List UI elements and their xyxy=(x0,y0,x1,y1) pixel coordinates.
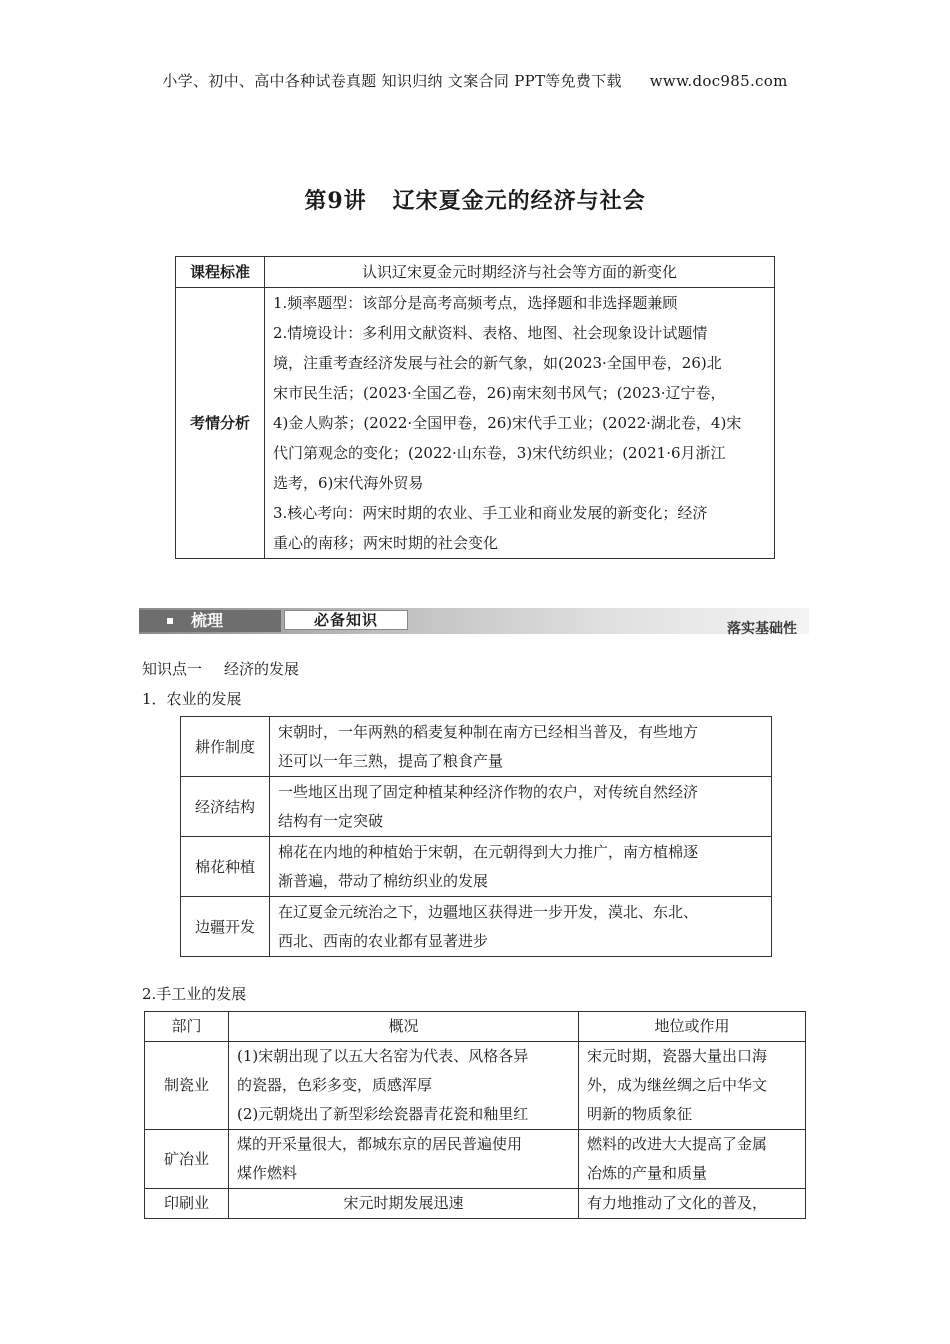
row-line: 结构有一定突破 xyxy=(278,811,384,830)
table-row xyxy=(176,257,775,288)
row-key: 印刷业 xyxy=(145,1189,229,1219)
row-role xyxy=(579,1189,806,1219)
analysis-line: 2.情境设计：多利用文献资料、表格、地图、社会现象设计试题情 xyxy=(273,324,708,342)
banner-label xyxy=(139,610,281,632)
analysis-line: 选考，6)宋代海外贸易 xyxy=(273,474,424,492)
table-row xyxy=(145,1189,806,1219)
row-value xyxy=(270,777,772,837)
row-value xyxy=(270,837,772,897)
row-line: 宋元时期，瓷器大量出口海 xyxy=(587,1047,768,1065)
analysis-line: 重心的南移；两宋时期的社会变化 xyxy=(273,534,499,552)
row-role xyxy=(579,1130,806,1189)
lecture-number: 第9讲 xyxy=(304,188,367,214)
column-header: 地位或作用 xyxy=(579,1012,806,1042)
page-header xyxy=(0,70,950,91)
analysis-value xyxy=(265,288,775,559)
row-line: 外，成为继丝绸之后中华文 xyxy=(587,1076,768,1094)
section-title-handicraft: 2.手工业的发展 xyxy=(142,985,247,1003)
table-row xyxy=(181,837,772,897)
row-line: 宋元时期发展迅速 xyxy=(343,1194,464,1212)
row-role xyxy=(579,1042,806,1130)
row-line: 明新的物质象征 xyxy=(587,1105,693,1123)
page-title xyxy=(0,184,950,215)
row-key: 制瓷业 xyxy=(145,1042,229,1130)
analysis-line: 代门第观念的变化；(2022·山东卷，3)宋代纺织业；(2021·6月浙江 xyxy=(273,444,726,462)
row-line: 棉花在内地的种植始于宋朝，在元朝得到大力推广，南方植棉逐 xyxy=(278,843,699,861)
standard-value: 认识辽宋夏金元时期经济与社会等方面的新变化 xyxy=(265,257,775,288)
row-line: 还可以一年三熟，提高了粮食产量 xyxy=(278,751,504,770)
row-line: 西北、西南的农业都有显著进步 xyxy=(278,931,489,950)
table-row xyxy=(145,1042,806,1130)
row-line: (2)元朝烧出了新型彩绘瓷器青花瓷和釉里红 xyxy=(237,1105,529,1123)
row-line: (1)宋朝出现了以五大名窑为代表、风格各异 xyxy=(237,1047,529,1065)
knowledge-point-title: 经济的发展 xyxy=(224,660,300,678)
section-banner xyxy=(139,608,809,637)
analysis-line: 3.核心考向：两宋时期的农业、手工业和商业发展的新变化；经济 xyxy=(273,504,708,522)
row-key: 经济结构 xyxy=(181,777,270,837)
section-title-agriculture: 1．农业的发展 xyxy=(142,690,242,708)
column-header: 概况 xyxy=(229,1012,579,1042)
row-overview xyxy=(229,1189,579,1219)
row-line: 冶炼的产量和质量 xyxy=(587,1164,708,1182)
banner-sub: 必备知识 xyxy=(284,610,408,630)
row-line: 的瓷器，色彩多变，质感浑厚 xyxy=(237,1076,433,1094)
banner-label-text: 梳理 xyxy=(191,611,224,630)
table-row xyxy=(181,717,772,777)
row-overview xyxy=(229,1042,579,1130)
banner-right: 落实基础性 xyxy=(727,621,797,637)
analysis-line: 境，注重考查经济发展与社会的新气象，如(2023·全国甲卷，26)北 xyxy=(273,354,722,372)
header-text: 小学、初中、高中各种试卷真题 知识归纳 文案合同 PPT等免费下载 xyxy=(162,72,622,90)
curriculum-table xyxy=(175,256,775,559)
row-value xyxy=(270,897,772,957)
row-value xyxy=(270,717,772,777)
row-key: 耕作制度 xyxy=(181,717,270,777)
column-header: 部门 xyxy=(145,1012,229,1042)
lecture-title: 辽宋夏金元的经济与社会 xyxy=(392,188,646,214)
row-line: 在辽夏金元统治之下，边疆地区获得进一步开发，漠北、东北、 xyxy=(278,903,699,921)
agriculture-table xyxy=(180,716,772,957)
table-row xyxy=(181,777,772,837)
analysis-line: 1.频率题型：该部分是高考高频考点，选择题和非选择题兼顾 xyxy=(273,294,678,312)
row-line: 宋朝时，一年两熟的稻麦复种制在南方已经相当普及，有些地方 xyxy=(278,723,699,741)
table-row xyxy=(181,897,772,957)
analysis-key: 考情分析 xyxy=(176,288,265,559)
analysis-line: 宋市民生活；(2023·全国乙卷，26)南宋刻书风气；(2023·辽宁卷， xyxy=(273,384,726,402)
header-site[interactable]: www.doc985.com xyxy=(649,72,788,90)
row-line: 燃料的改进大大提高了金属 xyxy=(587,1135,768,1153)
knowledge-point-heading xyxy=(142,658,299,679)
analysis-line: 4)金人购茶；(2022·全国甲卷，26)宋代手工业；(2022·湖北卷，4)宋 xyxy=(273,414,742,432)
row-line: 渐普遍，带动了棉纺织业的发展 xyxy=(278,871,489,890)
standard-key: 课程标准 xyxy=(176,257,265,288)
handicraft-table xyxy=(144,1011,806,1219)
row-overview xyxy=(229,1130,579,1189)
table-row xyxy=(176,288,775,559)
knowledge-point-label: 知识点一 xyxy=(142,660,203,678)
square-bullet-icon xyxy=(167,618,173,624)
row-key: 边疆开发 xyxy=(181,897,270,957)
table-row xyxy=(145,1130,806,1189)
table-header-row xyxy=(145,1012,806,1042)
row-line: 一些地区出现了固定种植某种经济作物的农户，对传统自然经济 xyxy=(278,783,699,801)
row-key: 矿冶业 xyxy=(145,1130,229,1189)
row-line: 煤作燃料 xyxy=(237,1164,298,1182)
row-key: 棉花种植 xyxy=(181,837,270,897)
row-line: 有力地推动了文化的普及， xyxy=(587,1194,768,1212)
row-line: 煤的开采量很大，都城东京的居民普遍使用 xyxy=(237,1135,523,1153)
